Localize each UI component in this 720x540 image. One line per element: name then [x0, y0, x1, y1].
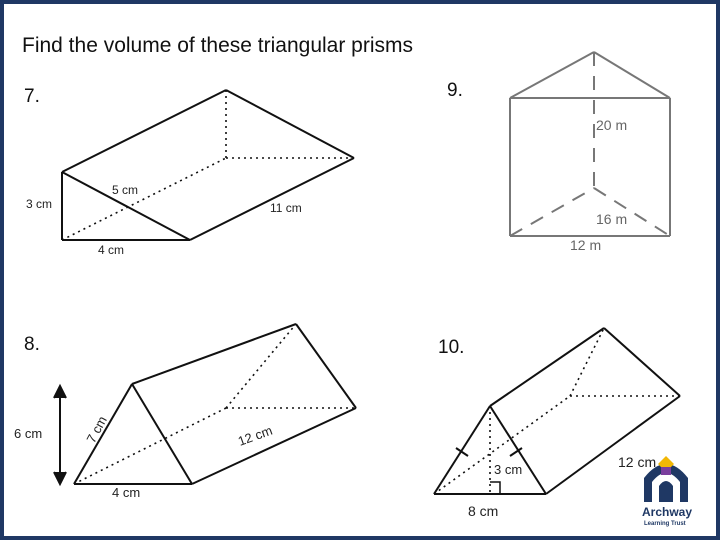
q7-length-label: 11 cm — [270, 201, 302, 215]
prism-7 — [62, 90, 354, 240]
q7-height-label: 3 cm — [26, 197, 53, 211]
question-9-number: 9. — [447, 80, 463, 101]
q8-height-label: 6 cm — [14, 426, 43, 441]
prism-8 — [54, 324, 356, 484]
q10-length-label: 12 cm — [618, 454, 657, 470]
q9-length-label: 16 m — [596, 211, 628, 227]
question-7-number: 7. — [24, 86, 40, 107]
q7-base-label: 4 cm — [98, 243, 125, 257]
q9-base-label: 12 m — [570, 237, 602, 253]
q7-hypotenuse-label: 5 cm — [112, 183, 139, 197]
q8-side-label: 7 cm — [83, 413, 110, 446]
q8-base-label: 4 cm — [112, 485, 141, 500]
prism-9 — [510, 52, 670, 236]
q10-base-label: 8 cm — [468, 503, 499, 519]
logo-name: Archway — [642, 505, 693, 519]
q8-length-label: 12 cm — [235, 422, 275, 449]
page-title: Find the volume of these triangular prisms — [22, 34, 414, 57]
figures-canvas — [4, 4, 716, 536]
question-8-number: 8. — [24, 334, 40, 355]
slide — [4, 4, 716, 536]
question-10-number: 10. — [438, 337, 465, 358]
q10-height-label: 3 cm — [494, 462, 523, 477]
q9-height-label: 20 m — [596, 117, 628, 133]
logo-subtitle: Learning Trust — [644, 521, 686, 527]
